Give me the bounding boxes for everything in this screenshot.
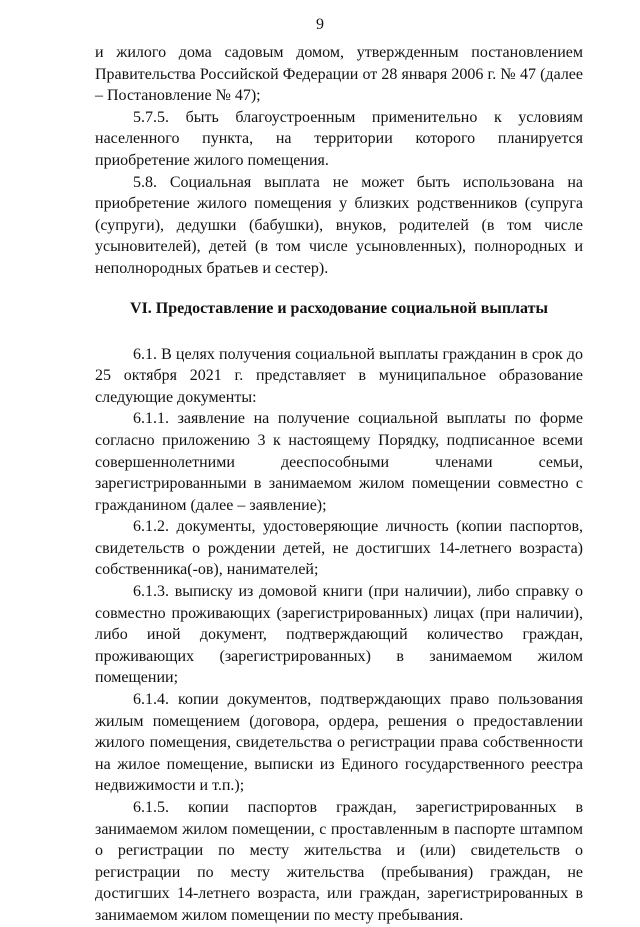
- paragraph-6-1: 6.1. В целях получения социальной выплаты гражданин в срок до 25 октября 2021 г. представляет в муниципальное образование следующие документы:: [95, 345, 583, 406]
- paragraph-5-7-5: 5.7.5. быть благоустроенным применительно к условиям населенного пункта, на территории которого планируется приобретение жилого помещения.: [95, 108, 583, 169]
- paragraph-6-1-1: 6.1.1. заявление на получение социальной выплаты по форме согласно приложению 3 к настоящему Порядку, подписанное всеми совершеннолетними дееспособными членами семьи, зарегистрированными в занимаемом жилом помещении совместно с гражданином (далее – заявление);: [95, 410, 583, 514]
- paragraph-continuation: и жилого дома садовым домом, утвержденным постановлением Правительства Российской Федерации от 28 января 2006 г. № 47 (далее – Постановление № 47);: [95, 44, 583, 105]
- paragraph-6-1-4: 6.1.4. копии документов, подтверждающих право пользования жилым помещением (договора, ордера, решения о предоставлении жилого помещения, свидетельства о регистрации права собственности на жилое помещение, выписки из Единого государственного реестра недвижимости и т.п.);: [95, 691, 583, 795]
- document-body: [95, 42, 583, 927]
- page-number: 9: [316, 16, 324, 33]
- section-heading: VI. Предоставление и расходование социальной выплаты: [130, 299, 548, 317]
- paragraph-6-1-5: 6.1.5. копии паспортов граждан, зарегистрированных в занимаемом жилом помещении, с проставленным в паспорте штампом о регистрации по месту жительства и (или) свидетельств о регистрации по месту жительства (пребывания) граждан, не достигших 14-летнего возраста, или граждан, зарегистрированных в занимаемом жилом помещении по месту пребывания.: [95, 799, 583, 924]
- paragraph-5-8: 5.8. Социальная выплата не может быть использована на приобретение жилого помещения у близких родственников (супруга (супруги), дедушки (бабушки), внуков, родителей (в том числе усыновителей), детей (в том числе усыновленных), полнородных и неполнородных братьев и сестер).: [95, 173, 583, 277]
- paragraph-6-1-3: 6.1.3. выписку из домовой книги (при наличии), либо справку о совместно проживающих (зарегистрированных) лицах (при наличии), либо иной документ, подтверждающий количество граждан, проживающих (зарегистрированных) в занимаемом жилом помещении;: [95, 583, 583, 687]
- paragraph-6-1-2: 6.1.2. документы, удостоверяющие личность (копии паспортов, свидетельств о рождении детей, не достигших 14-летнего возраста) собственника(-ов), нанимателей;: [95, 518, 583, 579]
